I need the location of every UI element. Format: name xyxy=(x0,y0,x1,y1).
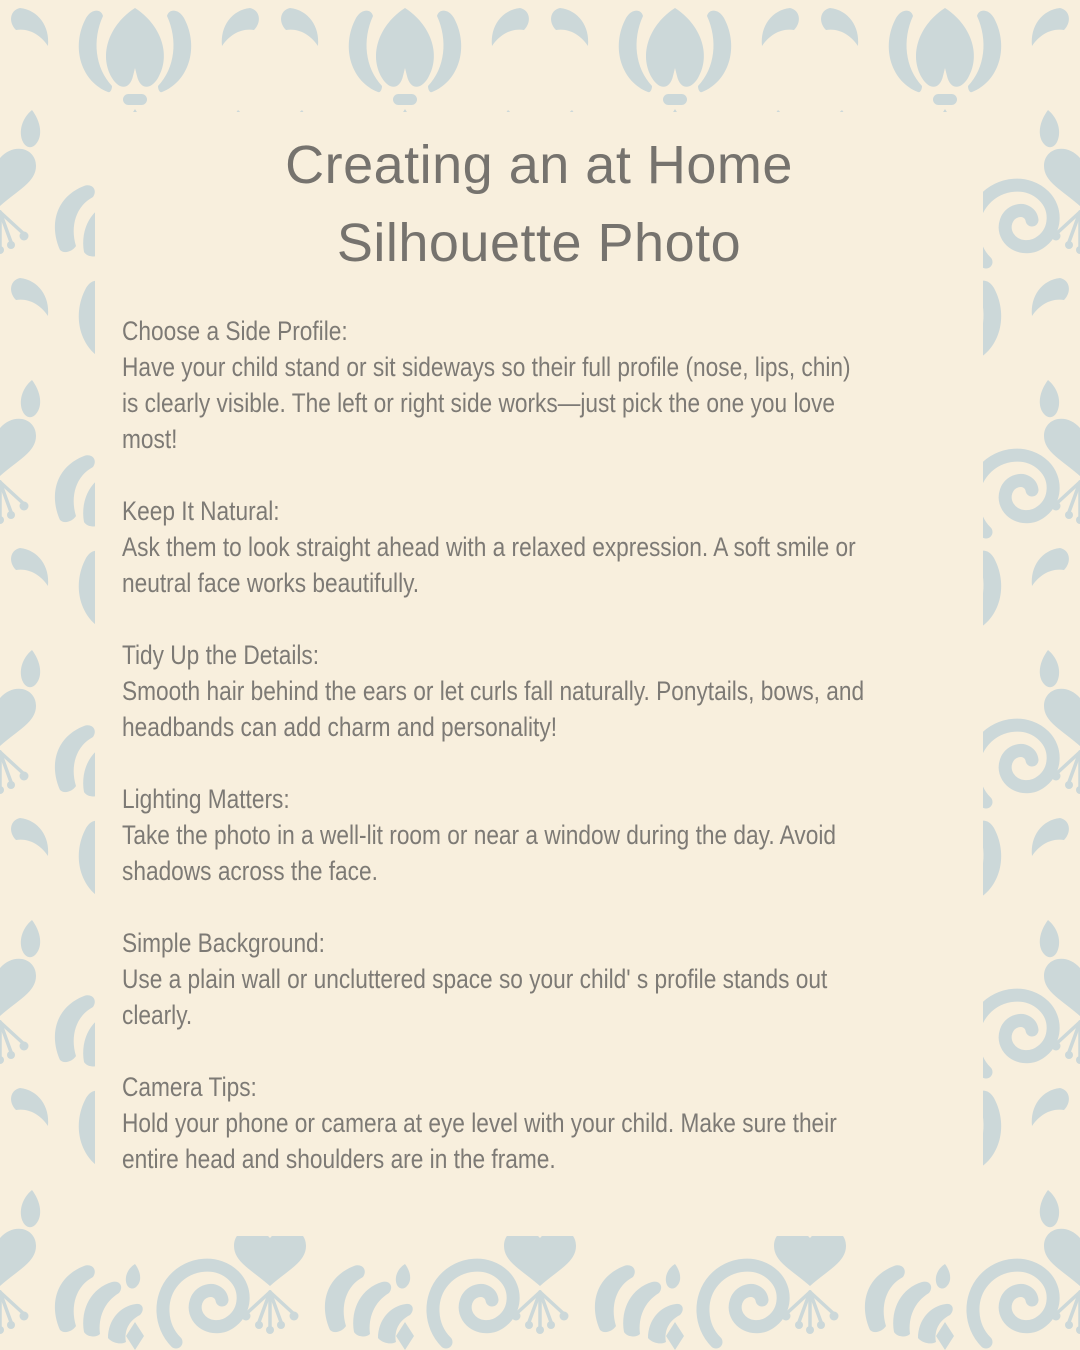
section-body-line: Ask them to look straight ahead with a relaxed expression. A soft smile or xyxy=(122,532,856,562)
tips-list xyxy=(122,313,956,1177)
section-heading: Camera Tips: xyxy=(122,1072,257,1102)
section-body-line: clearly. xyxy=(122,1000,193,1030)
tip-section-lighting-matters xyxy=(122,781,956,889)
poster-panel xyxy=(95,112,983,1236)
tip-section-tidy-up-details xyxy=(122,637,956,745)
section-body-line: neutral face works beautifully. xyxy=(122,568,420,598)
section-heading: Choose a Side Profile: xyxy=(122,316,348,346)
section-body-line: shadows across the face. xyxy=(122,856,378,886)
section-heading: Simple Background: xyxy=(122,928,325,958)
section-body-line: Take the photo in a well-lit room or near a window during the day. Avoid xyxy=(122,820,836,850)
page-title xyxy=(95,126,983,282)
section-body-line: Smooth hair behind the ears or let curls fall naturally. Ponytails, bows, and xyxy=(122,676,865,706)
tip-section-simple-background xyxy=(122,925,956,1033)
tip-section-keep-it-natural xyxy=(122,493,956,601)
section-body-line: Have your child stand or sit sideways so their full profile (nose, lips, chin) xyxy=(122,352,851,382)
tip-section-camera-tips xyxy=(122,1069,956,1177)
section-heading: Keep It Natural: xyxy=(122,496,280,526)
section-body-line: Hold your phone or camera at eye level with your child. Make sure their xyxy=(122,1108,837,1138)
section-body-line: most! xyxy=(122,424,178,454)
section-heading: Lighting Matters: xyxy=(122,784,290,814)
title-line-1: Creating an at Home xyxy=(285,135,793,195)
section-body-line: Use a plain wall or uncluttered space so your child' s profile stands out xyxy=(122,964,828,994)
title-line-2: Silhouette Photo xyxy=(336,213,742,273)
section-heading: Tidy Up the Details: xyxy=(122,640,320,670)
section-body-line: is clearly visible. The left or right side works—just pick the one you love xyxy=(122,388,836,418)
tip-section-choose-side-profile xyxy=(122,313,956,457)
section-body-line: entire head and shoulders are in the frame. xyxy=(122,1144,556,1174)
section-body-line: headbands can add charm and personality! xyxy=(122,712,558,742)
